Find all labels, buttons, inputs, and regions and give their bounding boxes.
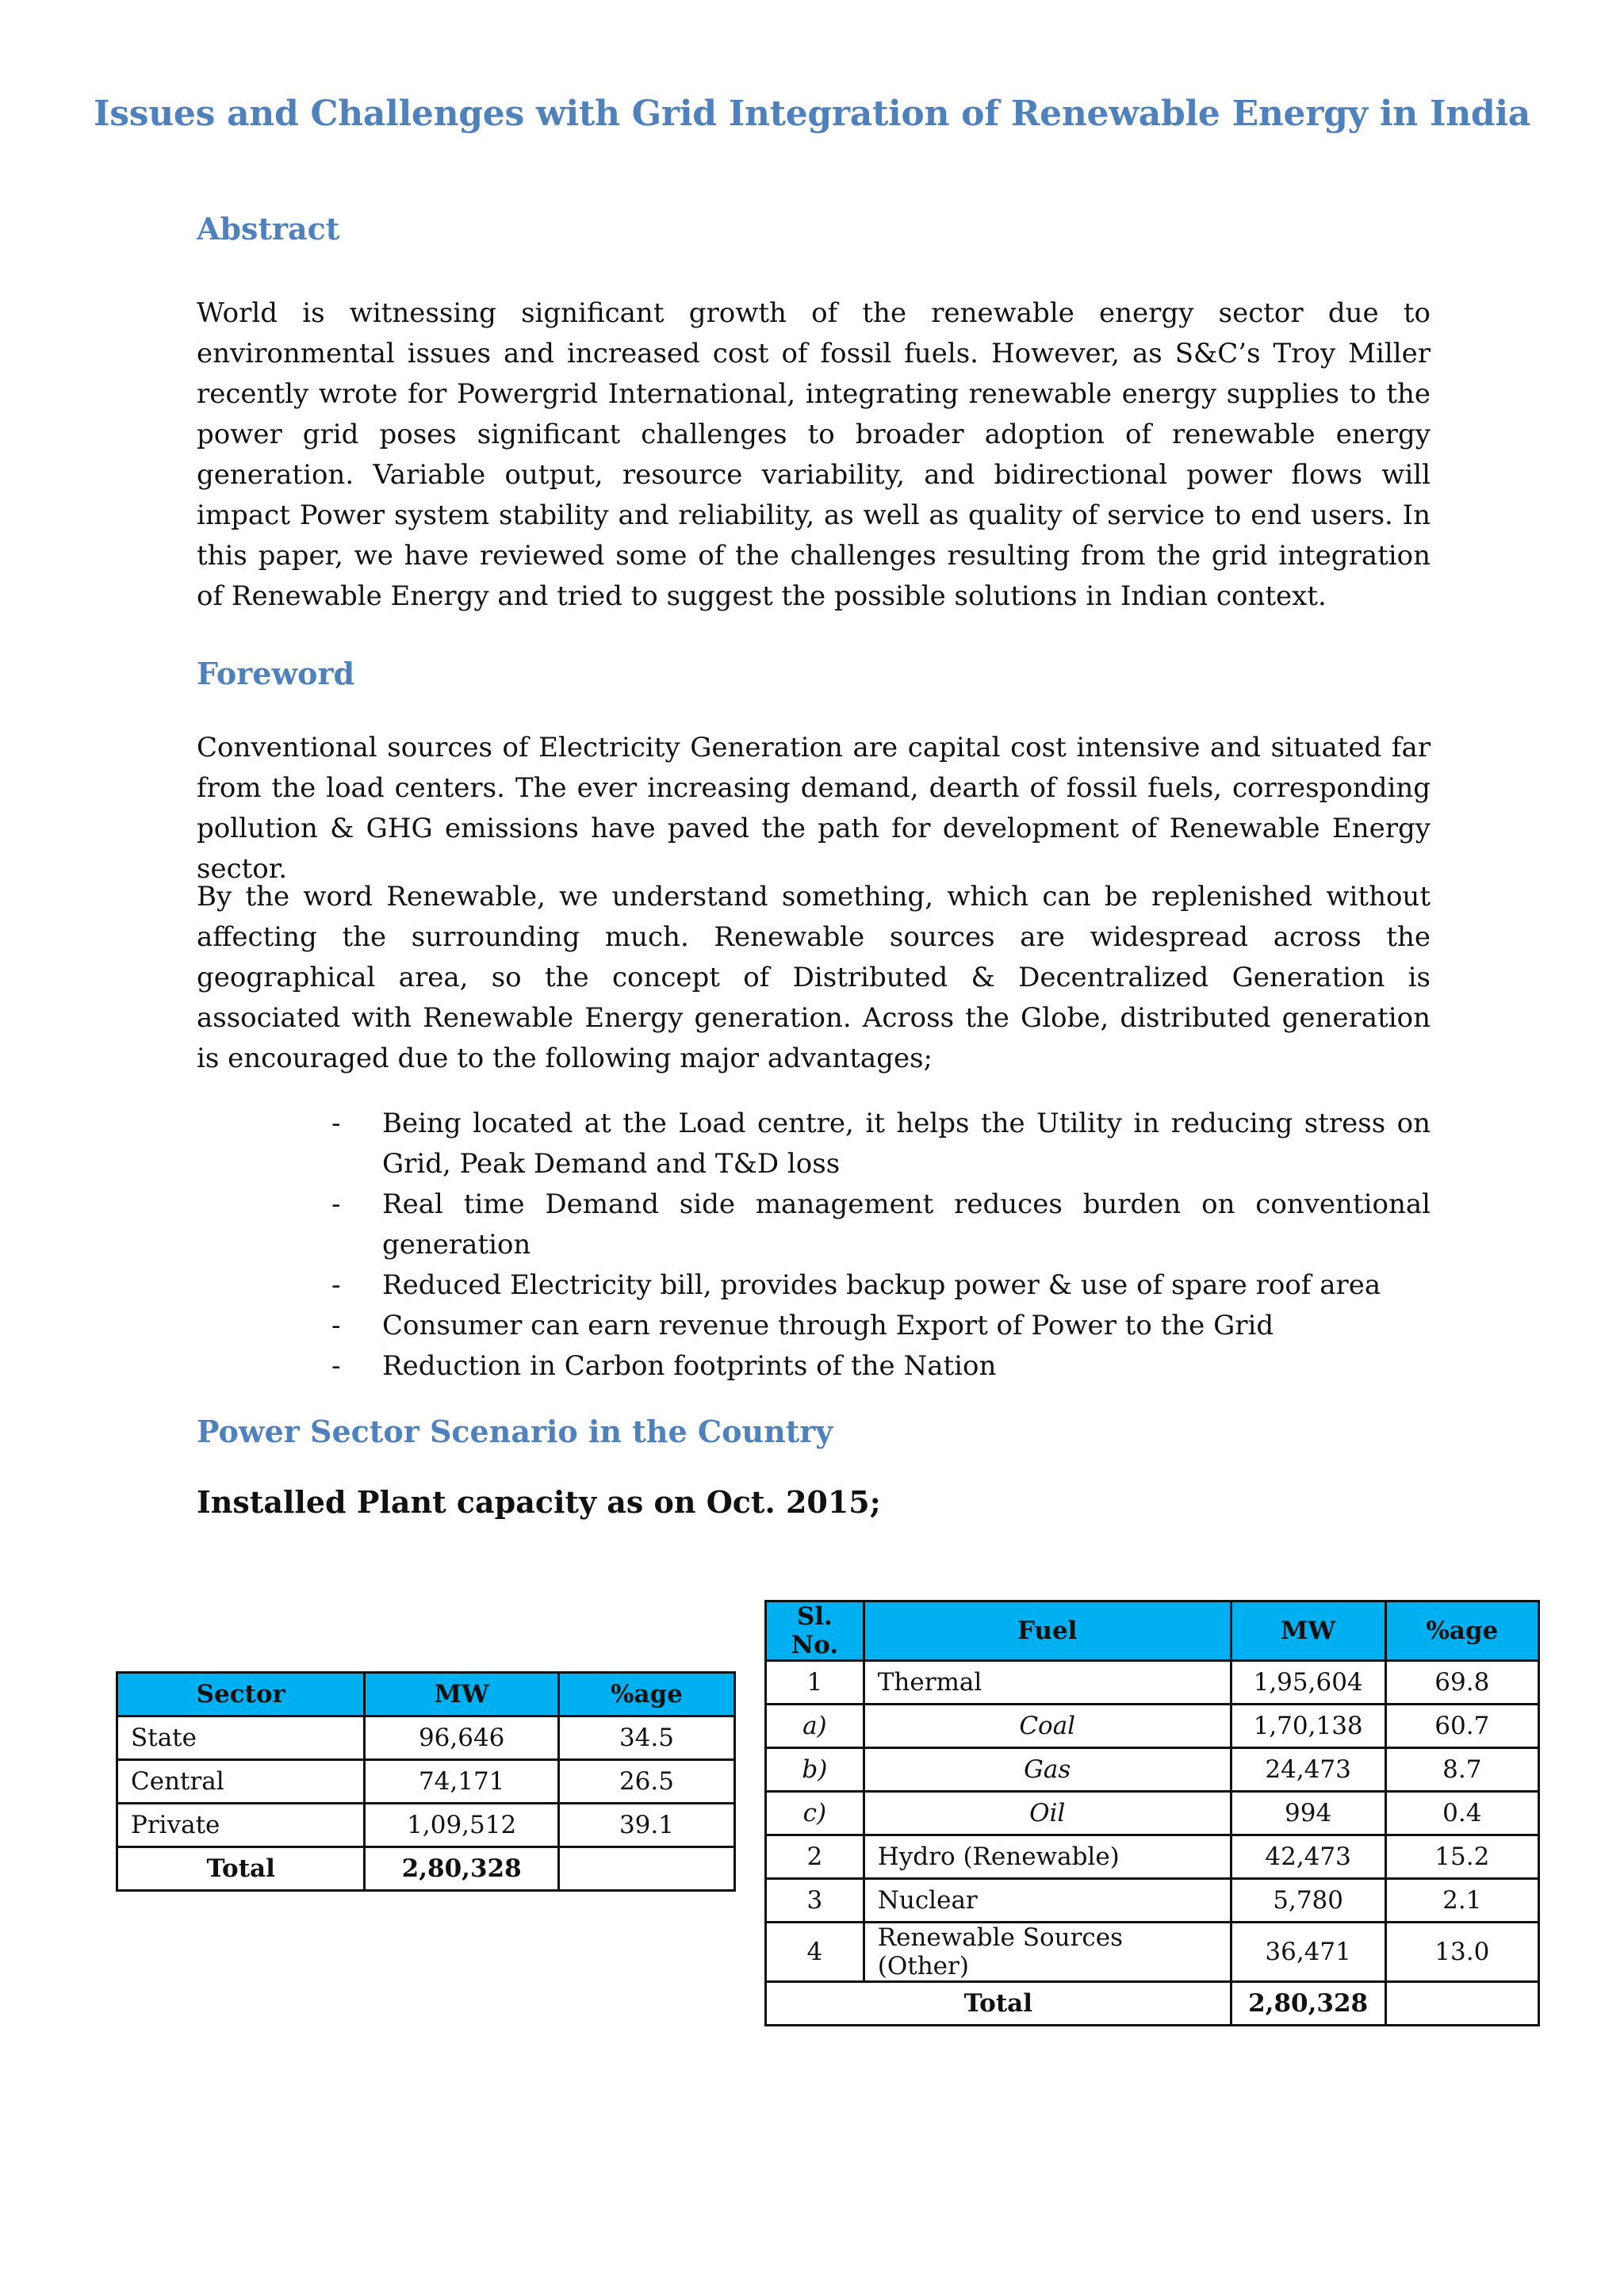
- fuel-capacity-table: [764, 1600, 1540, 2026]
- installed-capacity-subheading: Installed Plant capacity as on Oct. 2015;: [197, 1484, 881, 1520]
- advantages-list: [331, 1104, 1431, 1387]
- percentage-cell: 39.1: [558, 1804, 734, 1847]
- sl-no-cell: c): [766, 1792, 864, 1835]
- mw-cell: 994: [1231, 1792, 1385, 1835]
- table-row: [117, 1716, 735, 1760]
- bullet-text: Being located at the Load centre, it helps the Utility in reducing stress on Grid, Peak Demand and T&D loss: [382, 1108, 1431, 1180]
- percentage-cell: 69.8: [1385, 1661, 1538, 1705]
- sector-cell: State: [117, 1716, 365, 1760]
- page-title: Issues and Challenges with Grid Integration of Renewable Energy in India: [93, 94, 1531, 134]
- percentage-cell: 2.1: [1385, 1879, 1538, 1923]
- bullet-dash: -: [331, 1188, 341, 1220]
- list-item: [331, 1184, 1431, 1265]
- mw-cell: 96,646: [365, 1716, 558, 1760]
- total-label: Total: [117, 1847, 365, 1891]
- total-row: [117, 1847, 735, 1891]
- fuel-cell: Nuclear: [864, 1879, 1231, 1923]
- total-percentage: [1385, 1982, 1538, 2026]
- column-header-percentage: %age: [1385, 1601, 1538, 1661]
- table-header-row: [766, 1601, 1539, 1661]
- mw-cell: 24,473: [1231, 1748, 1385, 1792]
- list-item: [331, 1346, 1431, 1387]
- abstract-heading: Abstract: [197, 211, 340, 247]
- bullet-dash: -: [331, 1350, 341, 1382]
- sl-no-cell: 1: [766, 1661, 864, 1705]
- total-percentage: [558, 1847, 734, 1891]
- bullet-dash: -: [331, 1310, 341, 1341]
- mw-cell: 74,171: [365, 1760, 558, 1804]
- table-row: [766, 1792, 1539, 1835]
- list-item: [331, 1265, 1431, 1306]
- foreword-paragraph-1: Conventional sources of Electricity Generation are capital cost intensive and situated far from the load centers. The ever increasing demand, dearth of fossil fuels, corresponding pollution & GHG emissions have paved the path for development of Renewable Energy sector.: [197, 732, 1431, 885]
- bullet-text: Reduction in Carbon footprints of the Nation: [382, 1350, 997, 1382]
- mw-cell: 1,70,138: [1231, 1705, 1385, 1748]
- fuel-cell: Thermal: [864, 1661, 1231, 1705]
- column-header-sl-no: Sl. No.: [766, 1601, 864, 1661]
- fuel-cell: Coal: [864, 1705, 1231, 1748]
- table-row: [766, 1661, 1539, 1705]
- column-header-mw: MW: [365, 1673, 558, 1716]
- bullet-dash: -: [331, 1108, 341, 1139]
- bullet-dash: -: [331, 1269, 341, 1301]
- percentage-cell: 15.2: [1385, 1835, 1538, 1879]
- sector-cell: Private: [117, 1804, 365, 1847]
- power-sector-heading: Power Sector Scenario in the Country: [197, 1414, 833, 1449]
- table-row: [766, 1705, 1539, 1748]
- table-row: [766, 1748, 1539, 1792]
- foreword-paragraph-2: By the word Renewable, we understand something, which can be replenished without affecting the surrounding much. Renewable sources are widespread across the geographical area, so the concept of Distributed & Decentralized Generation is associated with Renewable Energy generation. Across the Globe, distributed generation is encouraged due to the following major advantages;: [197, 881, 1431, 1074]
- mw-cell: 1,09,512: [365, 1804, 558, 1847]
- table-row: [766, 1879, 1539, 1923]
- sl-no-cell: 3: [766, 1879, 864, 1923]
- foreword-heading: Foreword: [197, 656, 355, 691]
- list-item: [331, 1306, 1431, 1346]
- percentage-cell: 13.0: [1385, 1923, 1538, 1982]
- percentage-cell: 34.5: [558, 1716, 734, 1760]
- bullet-text: Real time Demand side management reduces burden on conventional generation: [382, 1188, 1431, 1261]
- sector-cell: Central: [117, 1760, 365, 1804]
- abstract-text: World is witnessing significant growth of the renewable energy sector due to environmental issues and increased cost of fossil fuels. However, as S&C’s Troy Miller recently wrote for Powergrid International, integrating renewable energy supplies to the power grid poses significant challenges to broader adoption of renewable energy generation. Variable output, resource variability, and bidirectional power flows will impact Power system stability and reliability, as well as quality of service to end users. In this paper, we have reviewed some of the challenges resulting from the grid integration of Renewable Energy and tried to suggest the possible solutions in Indian context.: [197, 297, 1431, 612]
- total-mw: 2,80,328: [365, 1847, 558, 1891]
- table-row: [766, 1835, 1539, 1879]
- column-header-mw: MW: [1231, 1601, 1385, 1661]
- bullet-text: Reduced Electricity bill, provides backup power & use of spare roof area: [382, 1269, 1381, 1301]
- table-row: [117, 1804, 735, 1847]
- fuel-cell: Hydro (Renewable): [864, 1835, 1231, 1879]
- fuel-cell: Oil: [864, 1792, 1231, 1835]
- table-row: [766, 1923, 1539, 1982]
- percentage-cell: 0.4: [1385, 1792, 1538, 1835]
- sl-no-cell: b): [766, 1748, 864, 1792]
- mw-cell: 5,780: [1231, 1879, 1385, 1923]
- mw-cell: 1,95,604: [1231, 1661, 1385, 1705]
- percentage-cell: 60.7: [1385, 1705, 1538, 1748]
- mw-cell: 42,473: [1231, 1835, 1385, 1879]
- mw-cell: 36,471: [1231, 1923, 1385, 1982]
- percentage-cell: 8.7: [1385, 1748, 1538, 1792]
- sl-no-cell: 2: [766, 1835, 864, 1879]
- table-header-row: [117, 1673, 735, 1716]
- total-mw: 2,80,328: [1231, 1982, 1385, 2026]
- fuel-cell: Gas: [864, 1748, 1231, 1792]
- column-header-sector: Sector: [117, 1673, 365, 1716]
- table-row: [117, 1760, 735, 1804]
- sl-no-cell: a): [766, 1705, 864, 1748]
- percentage-cell: 26.5: [558, 1760, 734, 1804]
- list-item: [331, 1104, 1431, 1184]
- total-label: Total: [766, 1982, 1231, 2026]
- sector-capacity-table: [116, 1671, 736, 1892]
- fuel-cell: Renewable Sources (Other): [864, 1923, 1231, 1982]
- column-header-percentage: %age: [558, 1673, 734, 1716]
- bullet-text: Consumer can earn revenue through Export of Power to the Grid: [382, 1310, 1274, 1341]
- sl-no-cell: 4: [766, 1923, 864, 1982]
- column-header-fuel: Fuel: [864, 1601, 1231, 1661]
- total-row: [766, 1982, 1539, 2026]
